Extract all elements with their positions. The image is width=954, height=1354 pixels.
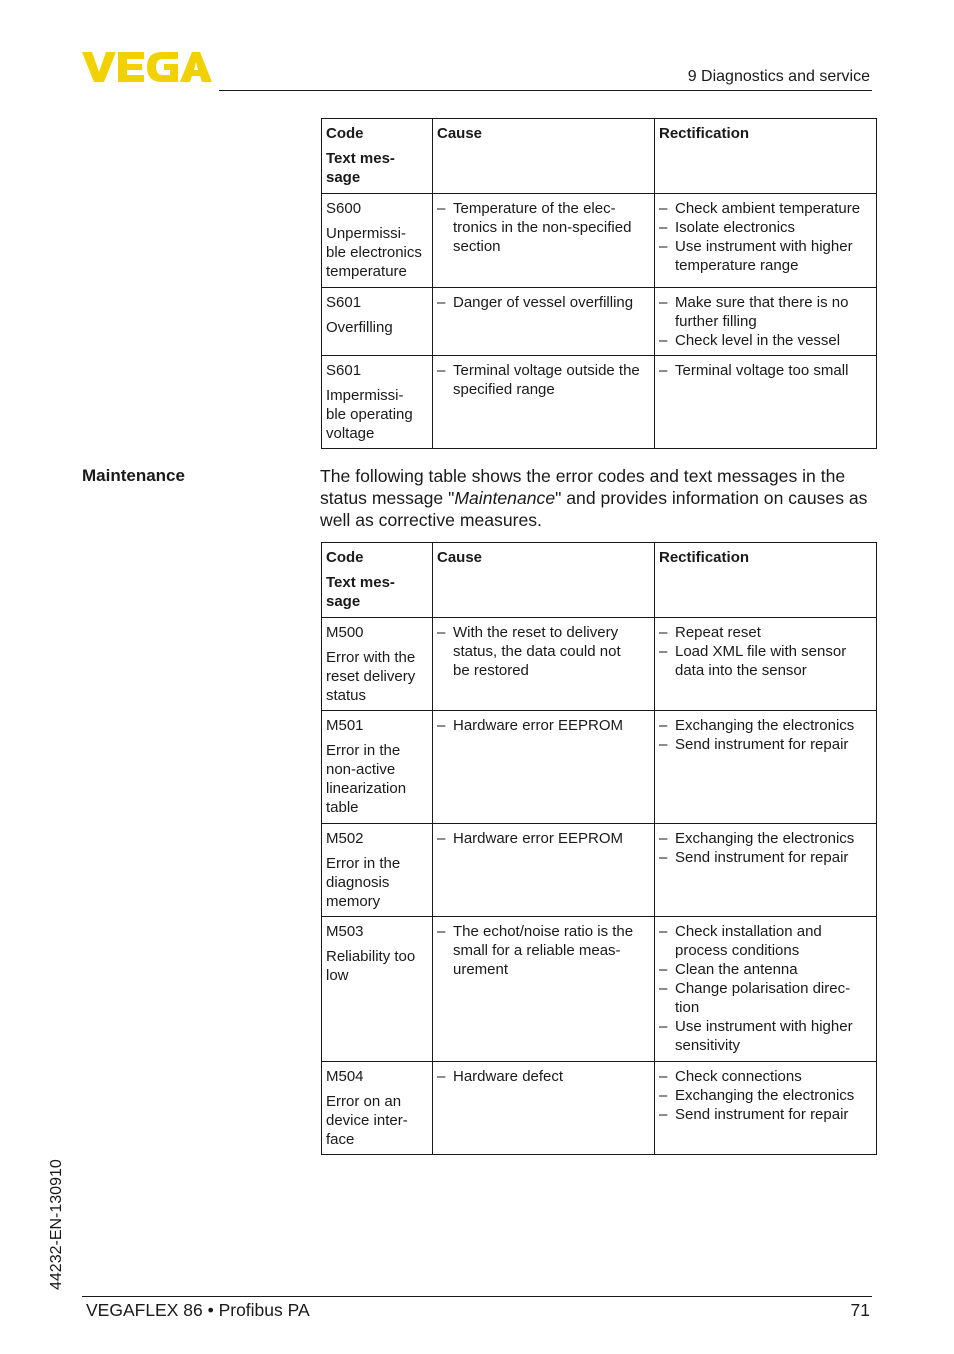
list-item: – Exchanging the electronics <box>659 1086 872 1105</box>
intro-emphasis: Maintenance <box>454 488 556 508</box>
list-item: – Clean the antenna <box>659 960 872 979</box>
table-row <box>322 824 877 917</box>
header-code: Code <box>326 125 364 142</box>
text-message: Error in the diagnosis memory <box>326 855 401 910</box>
rectification-cell <box>655 824 877 917</box>
rectification-list <box>659 1067 872 1124</box>
maintenance-intro <box>320 465 876 531</box>
code-cell <box>322 194 433 288</box>
list-item: – Terminal voltage too small <box>659 361 872 380</box>
list-item: – The echot/noise ratio is the small for a reliable meas- urement <box>437 922 650 979</box>
text-message: Error in the non-active linearization table <box>326 742 407 816</box>
list-item: – Use instrument with higher sensitivity <box>659 1017 872 1055</box>
table-header-row <box>322 543 877 618</box>
list-item: – Check installation and process conditions <box>659 922 872 960</box>
vega-logo <box>82 50 212 84</box>
cause-list <box>437 293 650 312</box>
list-item: – Send instrument for repair <box>659 735 872 754</box>
error-code: S601 <box>326 294 362 311</box>
list-item: – Hardware error EEPROM <box>437 716 650 735</box>
maintenance-error-table <box>321 542 877 1155</box>
section-title: 9 Diagnostics and service <box>687 68 870 85</box>
list-item: – Terminal voltage outside the specified range <box>437 361 650 399</box>
list-item: – Exchanging the electronics <box>659 716 872 735</box>
table-row <box>322 356 877 449</box>
cause-cell <box>433 618 655 711</box>
list-item: – Check connections <box>659 1067 872 1086</box>
intro-text-start: The following table shows the error codes and text messages in the status message " <box>320 466 846 508</box>
header-cause: Cause <box>433 543 655 618</box>
list-item: – Check ambient temperature <box>659 199 872 218</box>
list-item: – Isolate electronics <box>659 218 872 237</box>
text-message: Impermissi- ble operating voltage <box>326 387 413 442</box>
header-rectification: Rectification <box>655 543 877 618</box>
error-code: M503 <box>326 923 364 940</box>
text-message: Unpermissi- ble electronics temperature <box>326 225 422 280</box>
list-item: – With the reset to delivery status, the data could not be restored <box>437 623 650 680</box>
cause-cell <box>433 288 655 356</box>
rectification-list <box>659 829 872 867</box>
error-code: S600 <box>326 200 362 217</box>
document-code: 44232-EN-130910 <box>48 1159 65 1290</box>
cause-list <box>437 1067 650 1086</box>
rectification-cell <box>655 288 877 356</box>
code-cell <box>322 917 433 1062</box>
header-code-cell <box>322 119 433 194</box>
rectification-cell <box>655 1062 877 1155</box>
rectification-cell <box>655 194 877 288</box>
table-row <box>322 917 877 1062</box>
footer-divider <box>82 1296 872 1297</box>
code-cell <box>322 1062 433 1155</box>
rectification-cell <box>655 711 877 824</box>
text-message: Reliability too low <box>326 948 416 984</box>
header-code-cell <box>322 543 433 618</box>
list-item: – Send instrument for repair <box>659 848 872 867</box>
footer-product: VEGAFLEX 86 • Profibus PA <box>86 1300 310 1320</box>
table-header-row <box>322 119 877 194</box>
cause-list <box>437 199 650 256</box>
text-message: Error on an device inter- face <box>326 1093 408 1148</box>
list-item: – Temperature of the elec- tronics in the non-specified section <box>437 199 650 256</box>
code-cell <box>322 618 433 711</box>
cause-list <box>437 829 650 848</box>
code-cell <box>322 356 433 449</box>
list-item: – Hardware defect <box>437 1067 650 1086</box>
list-item: – Repeat reset <box>659 623 872 642</box>
cause-list <box>437 716 650 735</box>
header-code: Code <box>326 549 364 566</box>
rectification-cell <box>655 356 877 449</box>
table-row <box>322 194 877 288</box>
intro-text-end: " and provides information on causes as well as corrective measures. <box>320 488 868 530</box>
table-row <box>322 1062 877 1155</box>
list-item: – Load XML file with sensor data into the sensor <box>659 642 872 680</box>
header-rectification: Rectification <box>655 119 877 194</box>
maintenance-heading: Maintenance <box>82 466 185 485</box>
header-cause: Cause <box>433 119 655 194</box>
list-item: – Change polarisation direc- tion <box>659 979 872 1017</box>
list-item: – Send instrument for repair <box>659 1105 872 1124</box>
table-row <box>322 618 877 711</box>
text-message: Overfilling <box>326 319 393 336</box>
header-text-message: Text mes- sage <box>326 150 395 186</box>
cause-list <box>437 361 650 399</box>
list-item: – Hardware error EEPROM <box>437 829 650 848</box>
text-message: Error with the reset delivery status <box>326 649 416 704</box>
error-code: M502 <box>326 830 364 847</box>
list-item: – Danger of vessel overfilling <box>437 293 650 312</box>
list-item: – Check level in the vessel <box>659 331 872 350</box>
rectification-cell <box>655 618 877 711</box>
error-code: M501 <box>326 717 364 734</box>
header-text-message: Text mes- sage <box>326 574 395 610</box>
table-row <box>322 711 877 824</box>
code-cell <box>322 711 433 824</box>
rectification-list <box>659 293 872 350</box>
code-cell <box>322 288 433 356</box>
cause-list <box>437 922 650 979</box>
code-cell <box>322 824 433 917</box>
rectification-cell <box>655 917 877 1062</box>
cause-list <box>437 623 650 680</box>
service-error-table <box>321 118 877 449</box>
rectification-list <box>659 922 872 1055</box>
page-number: 71 <box>850 1300 870 1320</box>
cause-cell <box>433 356 655 449</box>
rectification-list <box>659 199 872 275</box>
error-code: M504 <box>326 1068 364 1085</box>
rectification-list <box>659 716 872 754</box>
error-code: S601 <box>326 362 362 379</box>
cause-cell <box>433 1062 655 1155</box>
error-code: M500 <box>326 624 364 641</box>
cause-cell <box>433 824 655 917</box>
list-item: – Use instrument with higher temperature range <box>659 237 872 275</box>
header-divider <box>219 90 872 91</box>
cause-cell <box>433 711 655 824</box>
cause-cell <box>433 194 655 288</box>
list-item: – Exchanging the electronics <box>659 829 872 848</box>
rectification-list <box>659 623 872 680</box>
rectification-list <box>659 361 872 380</box>
cause-cell <box>433 917 655 1062</box>
table-row <box>322 288 877 356</box>
list-item: – Make sure that there is no further filling <box>659 293 872 331</box>
